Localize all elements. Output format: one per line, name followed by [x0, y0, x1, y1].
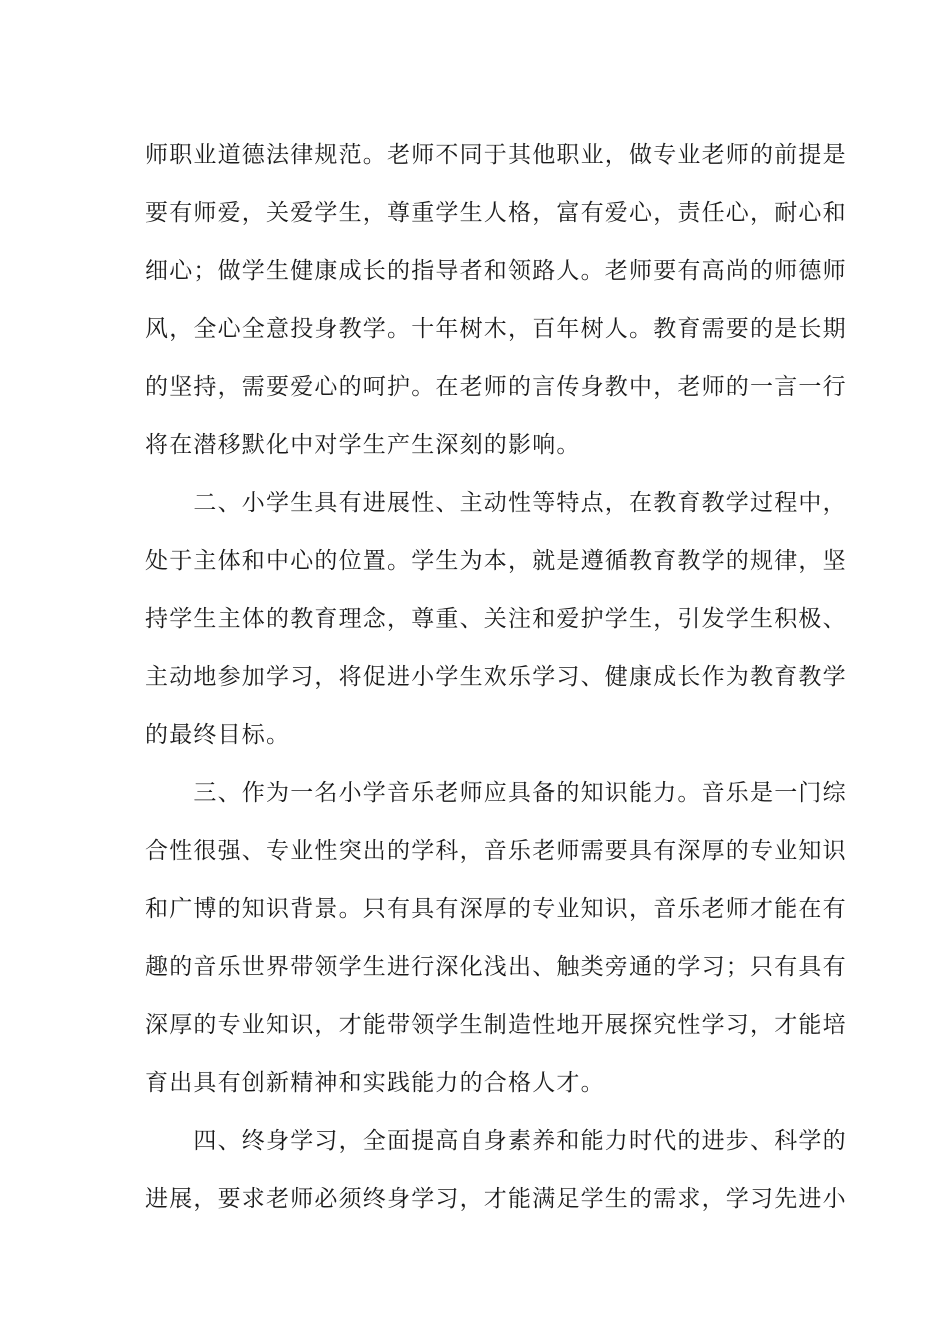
text-line: 将在潜移默化中对学生产生深刻的影响。 — [145, 432, 581, 458]
text-line: 细心；做学生健康成长的指导者和领路人。老师要有高尚的师德师 — [145, 258, 847, 284]
text-line: 趣的音乐世界带领学生进行深化浅出、触类旁通的学习；只有具有 — [145, 954, 847, 980]
text-line: 合性很强、专业性突出的学科，音乐老师需要具有深厚的专业知识 — [145, 838, 847, 864]
text-line: 处于主体和中心的位置。学生为本，就是遵循教育教学的规律，坚 — [145, 548, 847, 574]
text-line: 的坚持，需要爱心的呵护。在老师的言传身教中，老师的一言一行 — [145, 374, 847, 400]
text-line: 要有师爱，关爱学生，尊重学生人格，富有爱心，责任心，耐心和 — [145, 200, 847, 226]
text-line: 深厚的专业知识，才能带领学生制造性地开展探究性学习，才能培 — [145, 1012, 847, 1038]
text-line: 育出具有创新精神和实践能力的合格人才。 — [145, 1070, 605, 1096]
text-line: 进展，要求老师必须终身学习，才能满足学生的需求，学习先进小 — [145, 1186, 847, 1212]
text-line: 风，全心全意投身教学。十年树木，百年树人。教育需要的是长期 — [145, 316, 847, 342]
text-line: 持学生主体的教育理念，尊重、关注和爱护学生，引发学生积极、 — [145, 606, 847, 632]
text-line: 二、小学生具有进展性、主动性等特点，在教育教学过程中， — [145, 490, 847, 516]
text-line: 的最终目标。 — [145, 722, 291, 748]
text-line: 和广博的知识背景。只有具有深厚的专业知识，音乐老师才能在有 — [145, 896, 847, 922]
text-line: 主动地参加学习，将促进小学生欢乐学习、健康成长作为教育教学 — [145, 664, 847, 690]
text-line: 师职业道德法律规范。老师不同于其他职业，做专业老师的前提是 — [145, 142, 847, 168]
text-line: 三、作为一名小学音乐老师应具备的知识能力。音乐是一门综 — [145, 780, 847, 806]
document-body — [145, 126, 847, 1228]
text-line: 四、终身学习，全面提高自身素养和能力时代的进步、科学的 — [145, 1128, 847, 1154]
